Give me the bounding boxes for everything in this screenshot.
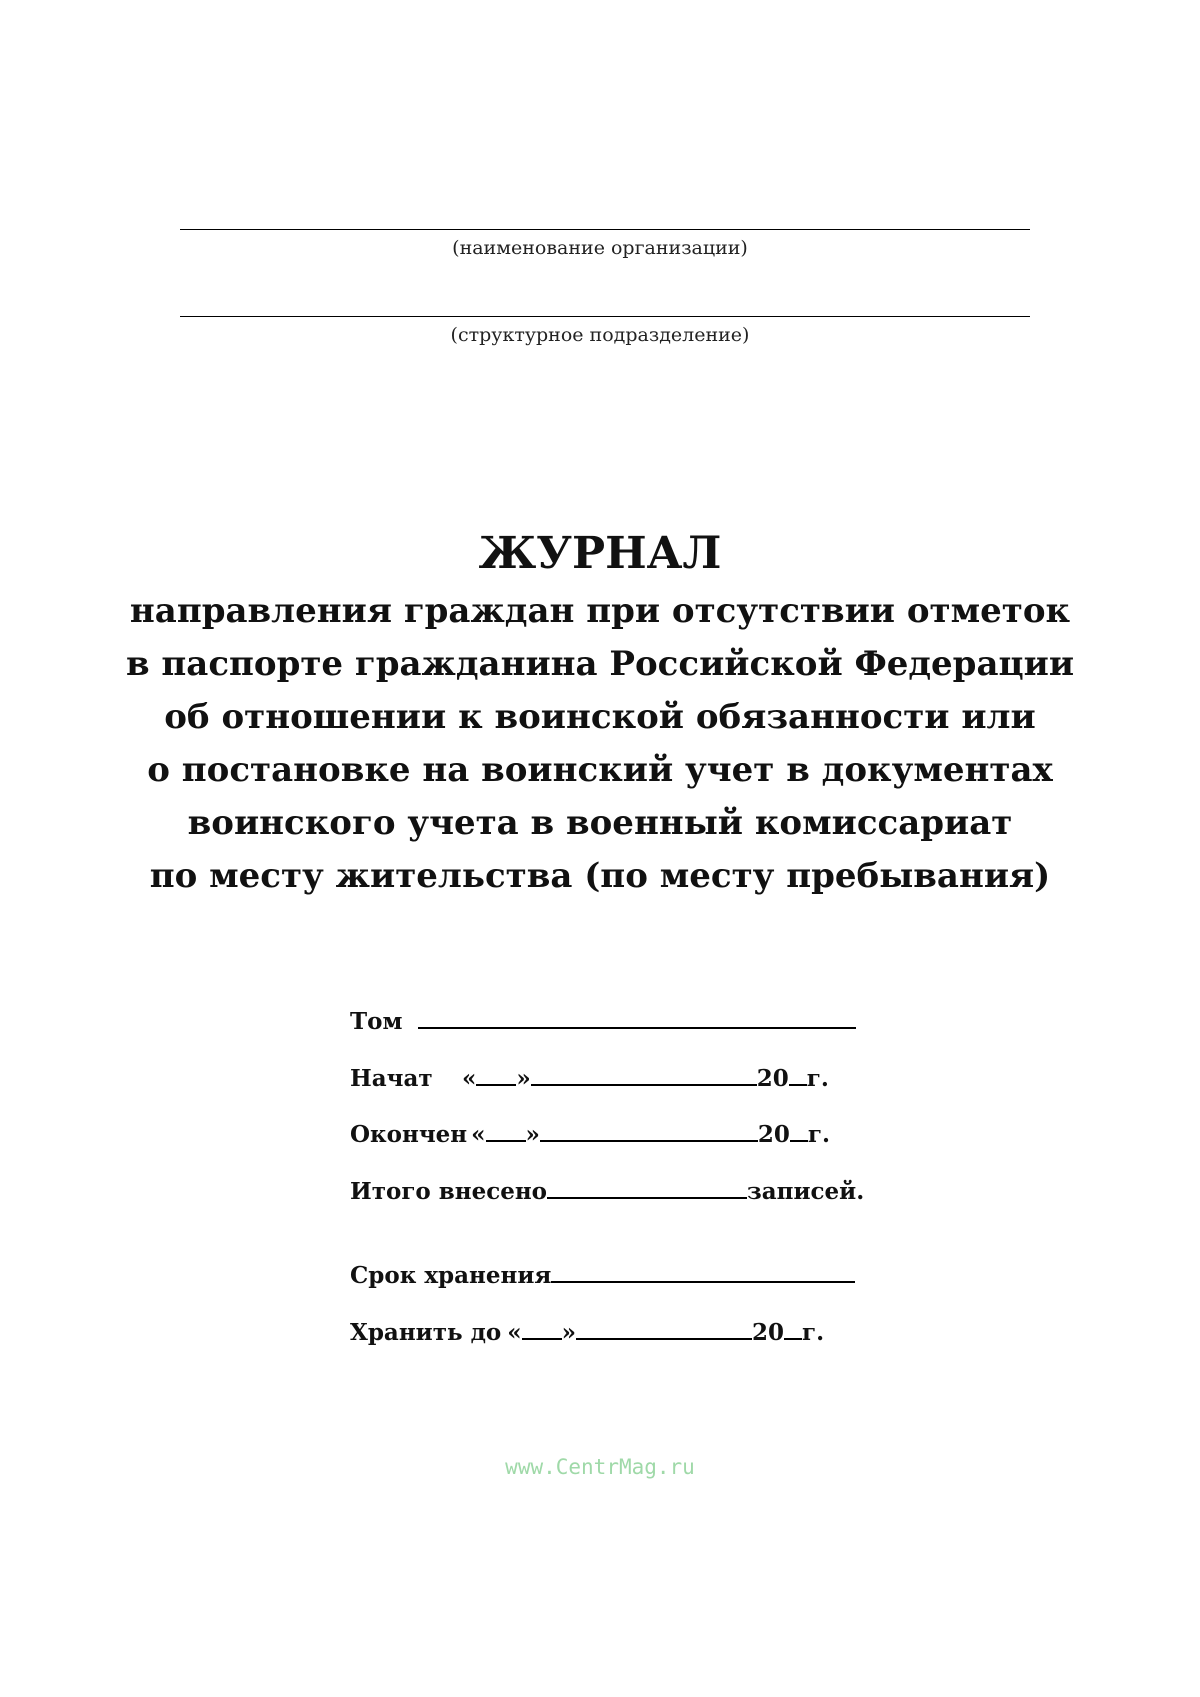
org-name-caption: (наименование организации): [452, 237, 748, 259]
started-row: [350, 1062, 829, 1092]
total-row: [350, 1175, 864, 1205]
volume-field[interactable]: [418, 1005, 856, 1029]
keep-until-year-suffix: г.: [802, 1319, 825, 1346]
started-year-prefix: 20: [756, 1065, 789, 1092]
started-open-quote: «: [462, 1065, 477, 1092]
subtitle-line-5: воинского учета в военный комиссариат: [187, 803, 1013, 843]
started-day-field[interactable]: [476, 1062, 516, 1086]
ended-year-suffix: г.: [807, 1121, 830, 1148]
volume-row: [350, 1005, 856, 1035]
ended-label: Окончен: [350, 1121, 468, 1148]
keep-until-day-field[interactable]: [522, 1316, 562, 1340]
ended-row: [350, 1118, 830, 1148]
ended-day-field[interactable]: [486, 1118, 526, 1142]
ended-year-prefix: 20: [757, 1121, 790, 1148]
keep-until-close-quote: »: [561, 1319, 577, 1346]
storage-period-field[interactable]: [551, 1259, 855, 1283]
keep-until-label: Хранить до: [350, 1319, 502, 1346]
total-label: Итого внесено: [350, 1178, 548, 1205]
dept-name-line[interactable]: [180, 316, 1030, 317]
total-count-field[interactable]: [547, 1175, 747, 1199]
volume-label: Том: [350, 1008, 403, 1035]
ended-month-field[interactable]: [540, 1118, 758, 1142]
storage-label: Срок хранения: [350, 1262, 552, 1289]
ended-open-quote: «: [471, 1121, 486, 1148]
watermark-url: www.CentrMag.ru: [505, 1455, 695, 1479]
started-year-suffix: г.: [806, 1065, 829, 1092]
started-label: Начат: [350, 1065, 433, 1092]
ended-year-field[interactable]: [790, 1118, 808, 1142]
subtitle-line-4: о постановке на воинский учет в документах: [147, 750, 1053, 790]
org-name-line[interactable]: [180, 229, 1030, 230]
started-year-field[interactable]: [789, 1062, 807, 1086]
dept-name-caption: (структурное подразделение): [450, 324, 750, 346]
keep-until-month-field[interactable]: [576, 1316, 752, 1340]
started-close-quote: »: [516, 1065, 531, 1092]
journal-title: ЖУРНАЛ: [478, 528, 722, 579]
started-month-field[interactable]: [531, 1062, 757, 1086]
subtitle-line-2: в паспорте гражданина Российской Федерации: [125, 644, 1075, 684]
ended-close-quote: »: [525, 1121, 540, 1148]
storage-row: [350, 1259, 855, 1289]
subtitle-line-6: по месту жительства (по месту пребывания): [149, 856, 1051, 896]
keep-until-row: [350, 1316, 824, 1346]
keep-until-year-prefix: 20: [752, 1319, 785, 1346]
keep-until-open-quote: «: [507, 1319, 522, 1346]
keep-until-year-field[interactable]: [784, 1316, 802, 1340]
subtitle-line-3: об отношении к воинской обязанности или: [164, 697, 1036, 737]
total-suffix: записей.: [747, 1178, 865, 1205]
subtitle-line-1: направления граждан при отсутствии отметок: [129, 591, 1071, 631]
